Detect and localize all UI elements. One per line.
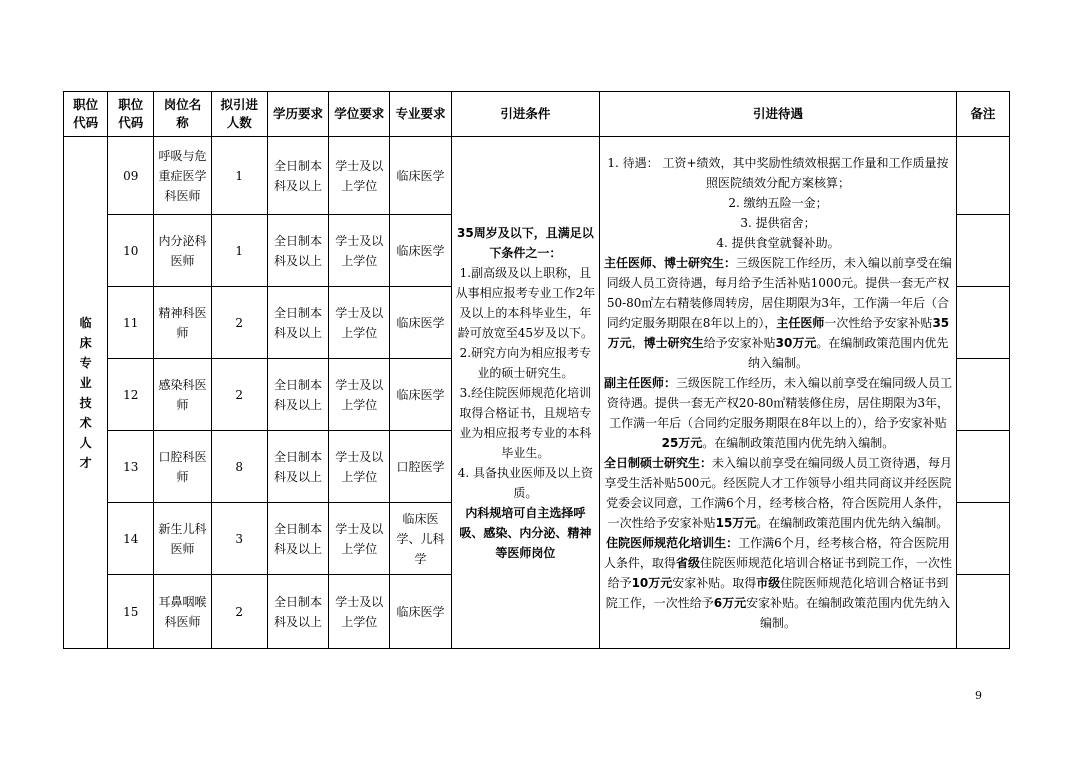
header-degree: 学位要求 (329, 92, 390, 137)
remarks (956, 575, 1009, 649)
header-benefits: 引进待遇 (600, 92, 957, 137)
remarks (956, 287, 1009, 359)
remarks (956, 215, 1009, 287)
header-major: 专业要求 (390, 92, 451, 137)
benefit-item: 3. 提供宿舍； (740, 215, 816, 230)
remarks (956, 503, 1009, 575)
degree-req: 学士及以上学位 (329, 137, 390, 215)
benefit-chief-physician: 主任医师、博士研究生：三级医院工作经历，未入编以前享受在编同级人员工资待遇，每月给予生活补贴1000元。提供一套无产权50-80㎡左右精装修周转房，居住期限为3年，工作满一年后（合同约定服务期限在8年以上的），主任医师一次性给予安家补贴35万元，博士研究生给予安家补贴30万元。在编制政策范围内优先纳入编制。 (603, 255, 952, 370)
position-name: 内分泌科医师 (154, 215, 211, 287)
benefits-cell (600, 137, 957, 649)
education-req: 全日制本科及以上 (267, 287, 328, 359)
condition-item: 2.研究方向为相应报考专业的硕士研究生。 (459, 345, 592, 380)
conditions-footer: 内科规培可自主选择呼吸、感染、内分泌、精神等医师岗位 (459, 505, 592, 560)
major-req: 临床医学 (390, 359, 451, 431)
headcount: 2 (211, 575, 267, 649)
benefit-master: 全日制硕士研究生：未入编以前享受在编同级人员工资待遇，每月享受生活补贴500元。经医院人才工作领导小组共同商议并经医院党委会议同意，工作满6个月，经考核合格，符合医院用人条件，一次性给予安家补贴15万元。在编制政策范围内优先纳入编制。 (603, 455, 952, 530)
headcount: 1 (211, 215, 267, 287)
table-row (64, 137, 1010, 215)
degree-req: 学士及以上学位 (329, 287, 390, 359)
header-position-name: 岗位名称 (154, 92, 211, 137)
position-code: 14 (108, 503, 154, 575)
education-req: 全日制本科及以上 (267, 215, 328, 287)
recruitment-table (63, 91, 1010, 649)
position-code: 10 (108, 215, 154, 287)
major-req: 临床医学、儿科学 (390, 503, 451, 575)
benefit-item: 2. 缴纳五险一金； (728, 195, 828, 210)
header-position-code: 职位代码 (108, 92, 154, 137)
position-name: 精神科医师 (154, 287, 211, 359)
header-category-code: 职位代码 (64, 92, 108, 137)
major-req: 临床医学 (390, 575, 451, 649)
position-code: 11 (108, 287, 154, 359)
benefit-associate-chief: 副主任医师：三级医院工作经历，未入编以前享受在编同级人员工资待遇。提供一套无产权20-80㎡精装修住房，居住期限为3年，工作满一年后（合同约定服务期限在8年以上的），给予安家补贴25万元。在编制政策范围内优先纳入编制。 (603, 375, 952, 450)
major-req: 口腔医学 (390, 431, 451, 503)
position-name: 呼吸与危重症医学科医师 (154, 137, 211, 215)
page-number: 9 (975, 689, 982, 702)
benefit-item: 4. 提供食堂就餐补助。 (716, 235, 840, 250)
position-name: 感染科医师 (154, 359, 211, 431)
degree-req: 学士及以上学位 (329, 359, 390, 431)
conditions-cell (451, 137, 600, 649)
headcount: 2 (211, 359, 267, 431)
condition-item: 1.副高级及以上职称，且从事相应报考专业工作2年及以上的本科毕业生，年龄可放宽至45岁及以下。 (455, 265, 596, 340)
header-education: 学历要求 (267, 92, 328, 137)
major-req: 临床医学 (390, 137, 451, 215)
position-code: 09 (108, 137, 154, 215)
position-name: 口腔科医师 (154, 431, 211, 503)
benefit-resident: 住院医师规范化培训生：工作满6个月，经考核合格，符合医院用人条件，取得省级住院医师规范化培训合格证书到院工作，一次性给予10万元安家补贴。取得市级住院医师规范化培训合格证书到院工作，一次性给予6万元安家补贴。在编制政策范围内优先纳入编制。 (603, 535, 952, 630)
degree-req: 学士及以上学位 (329, 503, 390, 575)
degree-req: 学士及以上学位 (329, 575, 390, 649)
position-name: 新生儿科医师 (154, 503, 211, 575)
remarks (956, 359, 1009, 431)
education-req: 全日制本科及以上 (267, 137, 328, 215)
major-req: 临床医学 (390, 287, 451, 359)
condition-item: 3.经住院医师规范化培训取得合格证书，且规培专业为相应报考专业的本科毕业生。 (459, 385, 592, 460)
headcount: 8 (211, 431, 267, 503)
major-req: 临床医学 (390, 215, 451, 287)
headcount: 1 (211, 137, 267, 215)
education-req: 全日制本科及以上 (267, 575, 328, 649)
degree-req: 学士及以上学位 (329, 215, 390, 287)
remarks (956, 431, 1009, 503)
education-req: 全日制本科及以上 (267, 359, 328, 431)
education-req: 全日制本科及以上 (267, 431, 328, 503)
table-header-row (64, 92, 1010, 137)
condition-item: 4. 具备执业医师及以上资质。 (457, 465, 594, 500)
remarks (956, 137, 1009, 215)
position-name: 耳鼻咽喉科医师 (154, 575, 211, 649)
header-headcount: 拟引进人数 (211, 92, 267, 137)
position-code: 15 (108, 575, 154, 649)
category-cell: 临 床 专 业 技 术 人 才 (64, 137, 108, 649)
headcount: 3 (211, 503, 267, 575)
position-code: 13 (108, 431, 154, 503)
position-code: 12 (108, 359, 154, 431)
header-conditions: 引进条件 (451, 92, 600, 137)
conditions-title: 35周岁及以下，且满足以下条件之一： (457, 225, 594, 260)
degree-req: 学士及以上学位 (329, 431, 390, 503)
benefit-item: 1. 待遇： 工资+绩效，其中奖励性绩效根据工作量和工作质量按照医院绩效分配方案核算； (607, 155, 949, 190)
headcount: 2 (211, 287, 267, 359)
education-req: 全日制本科及以上 (267, 503, 328, 575)
header-remarks: 备注 (956, 92, 1009, 137)
